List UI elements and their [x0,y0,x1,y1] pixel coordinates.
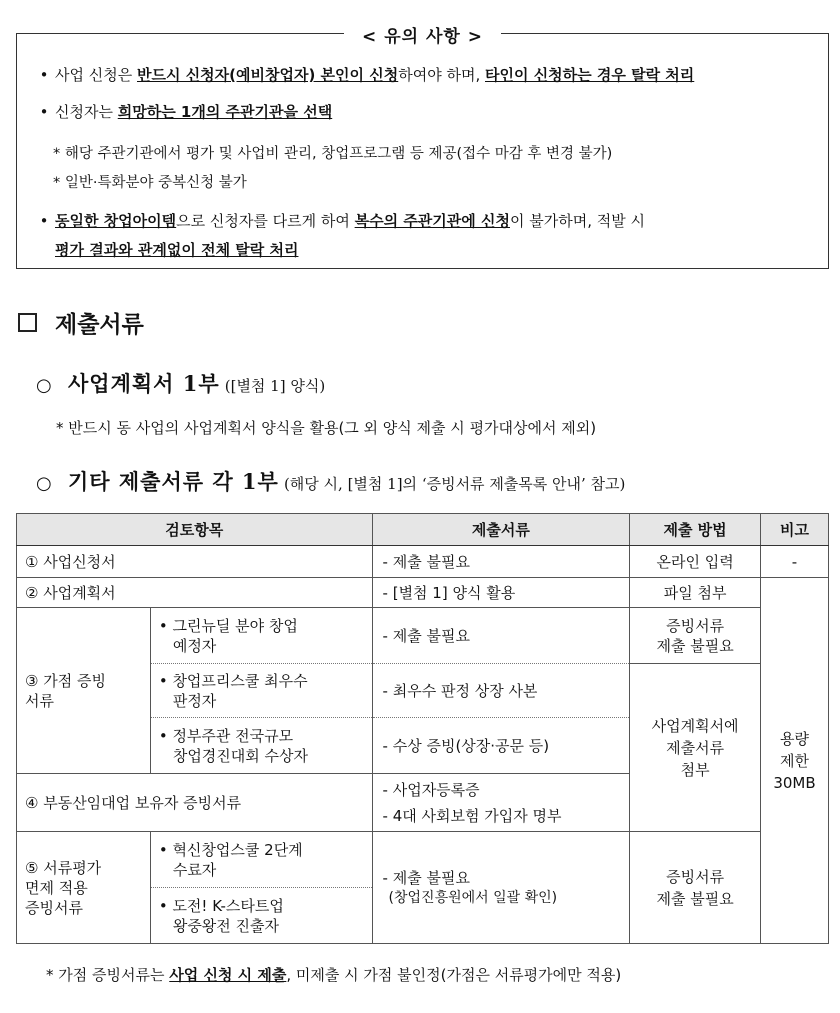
cell-doc: - 제출 불필요 [372,608,630,664]
table-row [17,608,829,664]
cell-doc: - 제출 불필요 [372,546,630,578]
table-row [17,546,829,578]
section-title: 제출서류 [18,306,144,339]
header-documents: 제출서류 [372,514,630,546]
cell-method: 사업계획서에 제출서류 첨부 [630,664,761,832]
cell-sub-item: • 그린뉴딜 분야 창업 예정자 [150,608,372,664]
cell-item: ② 사업계획서 [17,578,373,608]
cell-method: 파일 첨부 [630,578,761,608]
cell-doc: - 제출 불필요 (창업진흥원에서 일괄 확인) [372,832,630,944]
cell-doc: - 최우수 판정 상장 사본 [372,664,630,718]
cell-capacity: 용량 제한 30MB [761,578,829,944]
header-method: 제출 방법 [630,514,761,546]
cell-sub-item: • 혁신창업스쿨 2단계 수료자 [150,832,372,888]
cell-doc: - 사업자등록증 - 4대 사회보험 가입자 명부 [372,774,630,832]
notice-line-3-cont: 평가 결과와 관계없이 전체 탈락 처리 [55,241,299,259]
notice-line-1: • 사업 신청은 반드시 신청자(예비창업자) 본인이 신청하여야 하며, 타인이 신청하는 경우 탈락 처리 [39,66,695,84]
item-business-plan: ○ 사업계획서 1부 ([별첨 1] 양식) [36,371,326,396]
header-remarks: 비고 [761,514,829,546]
notice-line-2: • 신청자는 희망하는 1개의 주관기관을 선택 [39,103,333,121]
notice-sub-1: * 해당 주관기관에서 평가 및 사업비 관리, 창업프로그램 등 제공(접수 마감 후 변경 불가) [53,146,613,162]
cell-sub-item: • 도전! K-스타트업 왕중왕전 진출자 [150,888,372,944]
table-row [17,832,829,888]
checkbox-square-icon [18,313,37,332]
cell-item: ④ 부동산임대업 보유자 증빙서류 [17,774,373,832]
cell-group-exempt: ⑤ 서류평가 면제 적용 증빙서류 [17,832,151,944]
header-review-item: 검토항목 [17,514,373,546]
cell-doc: - [별첨 1] 양식 활용 [372,578,630,608]
cell-method: 증빙서류 제출 불필요 [630,832,761,944]
table-row [17,578,829,608]
cell-sub-item: • 창업프리스쿨 최우수 판정자 [150,664,372,718]
notice-box [16,27,829,269]
cell-method: 증빙서류 제출 불필요 [630,608,761,664]
footnote: * 가점 증빙서류는 사업 신청 시 제출, 미제출 시 가점 불인정(가점은 서류평가에만 적용) [46,966,622,984]
business-plan-note: * 반드시 동 사업의 사업계획서 양식을 활용(그 외 양식 제출 시 평가대상에서 제외) [56,419,597,437]
documents-table [16,513,829,944]
notice-line-3: • 동일한 창업아이템으로 신청자를 다르게 하여 복수의 주관기관에 신청이 불가하며, 적발 시 [39,212,645,230]
cell-group-bonus: ③ 가점 증빙 서류 [17,608,151,774]
cell-sub-item: • 정부주관 전국규모 창업경진대회 수상자 [150,718,372,774]
cell-remarks: - [761,546,829,578]
cell-doc: - 수상 증빙(상장·공문 등) [372,718,630,774]
notice-sub-2: * 일반·특화분야 중복신청 불가 [53,175,247,191]
cell-item: ① 사업신청서 [17,546,373,578]
cell-method: 온라인 입력 [630,546,761,578]
notice-title: < 유의 사항 > [17,22,828,47]
item-other-docs: ○ 기타 제출서류 각 1부 (해당 시, [별첨 1]의 ‘증빙서류 제출목록 안내’ 참고) [36,469,626,494]
